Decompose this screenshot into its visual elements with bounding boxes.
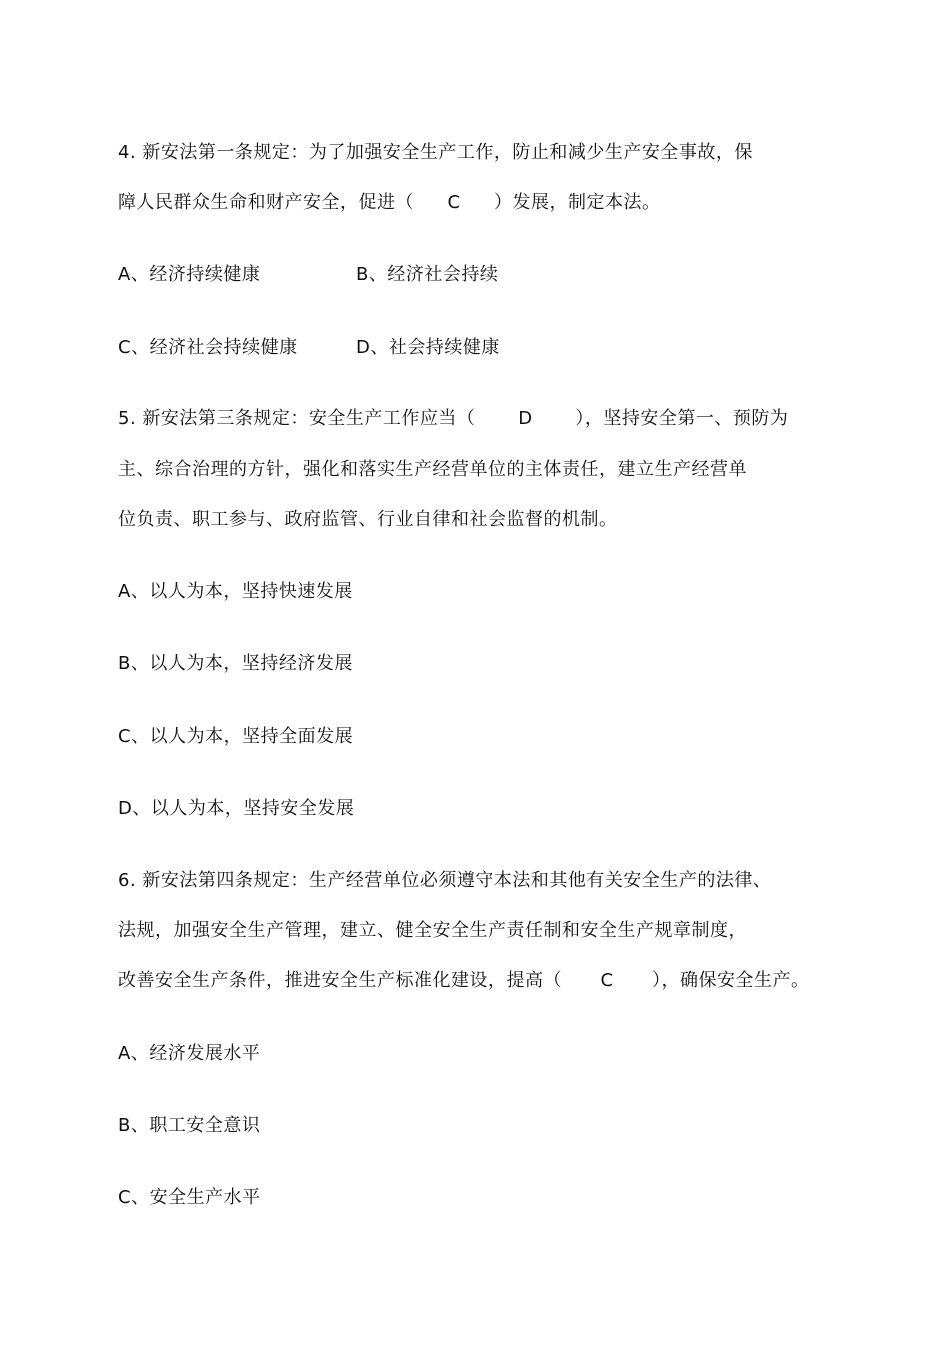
q5-line-1-post: ），坚持安全第一、预防为 (575, 408, 789, 429)
q4-option-a: A、经济持续健康 (118, 264, 261, 285)
q4-option-b: B、经济社会持续 (356, 264, 499, 285)
q4-line-2-post: ）发展，制定本法。 (494, 192, 661, 213)
q6-answer: C (600, 970, 614, 991)
q6-option-a: A、经济发展水平 (118, 1043, 261, 1064)
q5-option-b: B、以人为本，坚持经济发展 (118, 653, 353, 674)
q5-option-c: C、以人为本，坚持全面发展 (118, 726, 354, 747)
q4-answer: C (447, 192, 461, 213)
q6-option-b: B、职工安全意识 (118, 1115, 261, 1136)
q5-line-2: 主、综合治理的方针，强化和落实生产经营单位的主体责任，建立生产经营单 (118, 459, 747, 480)
q4-option-d: D、社会持续健康 (356, 337, 500, 358)
q5-line-3: 位负责、职工参与、政府监管、行业自律和社会监督的机制。 (118, 509, 618, 530)
q6-line-2: 法规，加强安全生产管理，建立、健全安全生产责任制和安全生产规章制度， (118, 920, 747, 941)
q4-option-c: C、经济社会持续健康 (118, 337, 298, 358)
q5-answer: D (518, 408, 533, 429)
q4-line-2-pre: 障人民群众生命和财产安全，促进（ (118, 192, 414, 213)
q6-line-1: 6. 新安法第四条规定：生产经营单位必须遵守本法和其他有关安全生产的法律、 (118, 870, 772, 891)
q5-line-1-pre: 5. 新安法第三条规定：安全生产工作应当（ (118, 408, 476, 429)
q5-option-d: D、以人为本，坚持安全发展 (118, 798, 355, 819)
q5-line-1 (118, 407, 788, 431)
q6-line-3-post: ），确保安全生产。 (652, 970, 810, 991)
q4-line-2 (118, 191, 661, 215)
q5-option-a: A、以人为本，坚持快速发展 (118, 581, 353, 602)
q6-option-c: C、安全生产水平 (118, 1187, 261, 1208)
q4-line-1: 4. 新安法第一条规定：为了加强安全生产工作，防止和减少生产安全事故，保 (118, 142, 753, 163)
q6-line-3 (118, 969, 810, 993)
q6-line-3-pre: 改善安全生产条件，推进安全生产标准化建设，提高（ (118, 970, 562, 991)
